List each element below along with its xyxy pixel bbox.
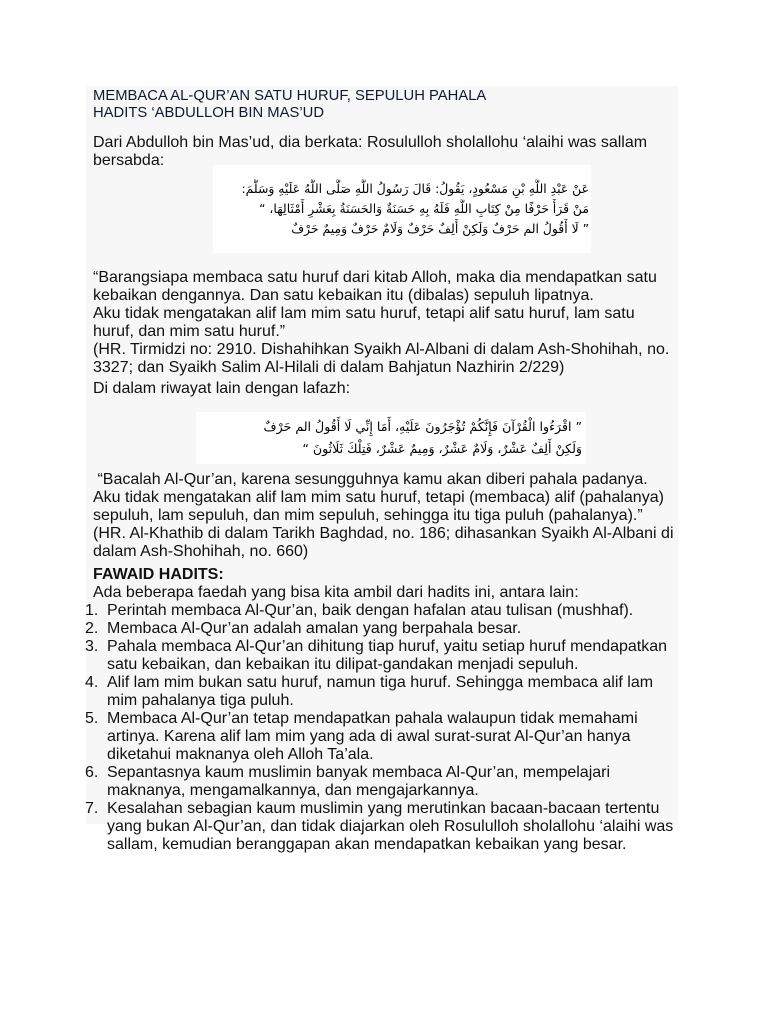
fawaid-list: [85, 602, 675, 854]
list-item: [85, 602, 675, 620]
list-text: Sepantasnya kaum muslimin banyak membaca Al-Qur’an, mempelajari maknanya, mengamalkannya, dan mengajarkannya.: [107, 764, 611, 799]
list-text: Perintah membaca Al-Qur’an, baik dengan hafalan atau tulisan (mushhaf).: [107, 602, 634, 619]
list-number: 3.: [85, 638, 99, 655]
list-item: [85, 620, 675, 638]
list-number: 2.: [85, 620, 99, 637]
list-text: Membaca Al-Qur’an tetap mendapatkan pahala walaupun tidak memahami artinya. Karena alif lam mim yang ada di awal surat-surat Al-Qur’an hanya diketahui maknanya oleh Alloh Ta’ala.: [107, 710, 638, 763]
arabic-line: عَنْ عَبْدِ اللَّهِ بْنِ مَسْعُودٍ، يَقُولُ: قَالَ رَسُولُ اللَّهِ صَلَّى اللَّهُ عَلَيْهِ وَسَلَّمَ:: [241, 181, 589, 196]
translation-2: [93, 471, 675, 561]
fawaid-intro: Ada beberapa faedah yang bisa kita ambil dari hadits ini, antara lain:: [93, 584, 579, 601]
fawaid-title: FAWAID HADITS:: [93, 566, 224, 583]
list-number: 1.: [85, 602, 99, 619]
list-number: 6.: [85, 764, 99, 781]
translation-1: [93, 269, 675, 377]
arabic-line: ” اقْرَءُوا الْقُرْآنَ فَإِنَّكُمْ تُؤْجَرُونَ عَلَيْهِ، أَمَا إِنِّي لَا أَقُولُ الم حَرْفٌ: [263, 419, 582, 434]
arabic-line: ” لَا أَقُولُ الم حَرْفٌ وَلَكِنْ أَلِفٌ حَرْفٌ وَلَامٌ حَرْفٌ وَمِيمٌ حَرْفٌ: [291, 221, 589, 236]
arabic-line: وَلَكِنْ أَلِفٌ عَشْرٌ، وَلَامٌ عَشْرٌ، وَمِيمٌ عَشْرٌ، فَتِلْكَ ثَلَاثُونَ “: [302, 441, 582, 456]
list-item: [85, 710, 675, 764]
arabic-hadith-2: [196, 412, 586, 464]
list-number: 5.: [85, 710, 99, 727]
page-title: MEMBACA AL-QUR’AN SATU HURUF, SEPULUH PAHALA: [93, 88, 487, 104]
citation: (HR. Al-Khathib di dalam Tarikh Baghdad, no. 186; dihasankan Syaikh Al-Albani di dalam Ash-Shohihah, no. 660): [93, 525, 674, 560]
other-narration: [93, 380, 675, 398]
arabic-hadith-1: [213, 165, 591, 253]
list-text: Membaca Al-Qur’an adalah amalan yang berpahala besar.: [107, 620, 522, 637]
list-item: [85, 638, 675, 674]
list-text: Alif lam mim bukan satu huruf, namun tiga huruf. Sehingga membaca alif lam mim pahalanya tiga puluh.: [107, 674, 654, 709]
list-text: Kesalahan sebagian kaum muslimin yang merutinkan bacaan-bacaan tertentu yang bukan Al-Qur’an, dan tidak diajarkan oleh Rosululloh sholallohu ‘alaihi was sallam, kemudian beranggapan akan mendapatkan kebaikan yang besar.: [107, 800, 674, 853]
list-number: 7.: [85, 800, 99, 817]
fawaid-section: [85, 566, 675, 854]
translation-line: “Bacalah Al-Qur’an, karena sesungguhnya kamu akan diberi pahala padanya.: [93, 471, 648, 488]
list-item: [85, 764, 675, 800]
list-item: [85, 674, 675, 710]
list-number: 4.: [85, 674, 99, 691]
translation-line: Aku tidak mengatakan alif lam mim satu huruf, tetapi (membaca) alif (pahalanya) sepuluh, lam sepuluh, dan mim sepuluh, sehingga itu tiga puluh (pahalanya).”: [93, 489, 664, 524]
citation: (HR. Tirmidzi no: 2910. Dishahihkan Syaikh Al-Albani di dalam Ash-Shohihah, no. 3327; dan Syaikh Salim Al-Hilali di dalam Bahjatun Nazhirin 2/229): [93, 341, 670, 376]
intro-text: Dari Abdulloh bin Mas’ud, dia berkata: Rosululloh sholallohu ‘alaihi was sallam bersabda:: [93, 134, 648, 169]
translation-line: “Barangsiapa membaca satu huruf dari kitab Alloh, maka dia mendapatkan satu kebaikan dengannya. Dan satu kebaikan itu (dibalas) sepuluh lipatnya.: [93, 269, 657, 304]
list-item: [85, 800, 675, 854]
list-text: Pahala membaca Al-Qur’an dihitung tiap huruf, yaitu setiap huruf mendapatkan satu kebaikan, dan kebaikan itu dilipat-gandakan menjadi sepuluh.: [107, 638, 668, 673]
page-subtitle: HADITS ‘ABDULLOH BIN MAS’UD: [93, 105, 325, 121]
translation-line: Aku tidak mengatakan alif lam mim satu huruf, tetapi alif satu huruf, lam satu huruf, dan mim satu huruf.”: [93, 305, 635, 340]
document-header: [93, 86, 675, 121]
other-narration-text: Di dalam riwayat lain dengan lafazh:: [93, 380, 351, 397]
arabic-line: مَنْ قَرَأَ حَرْفًا مِنْ كِتَابِ اللَّهِ فَلَهُ بِهِ حَسَنَةٌ وَالحَسَنَةُ بِعَشْرِ أَمْثَالِهَا، “: [259, 201, 589, 216]
